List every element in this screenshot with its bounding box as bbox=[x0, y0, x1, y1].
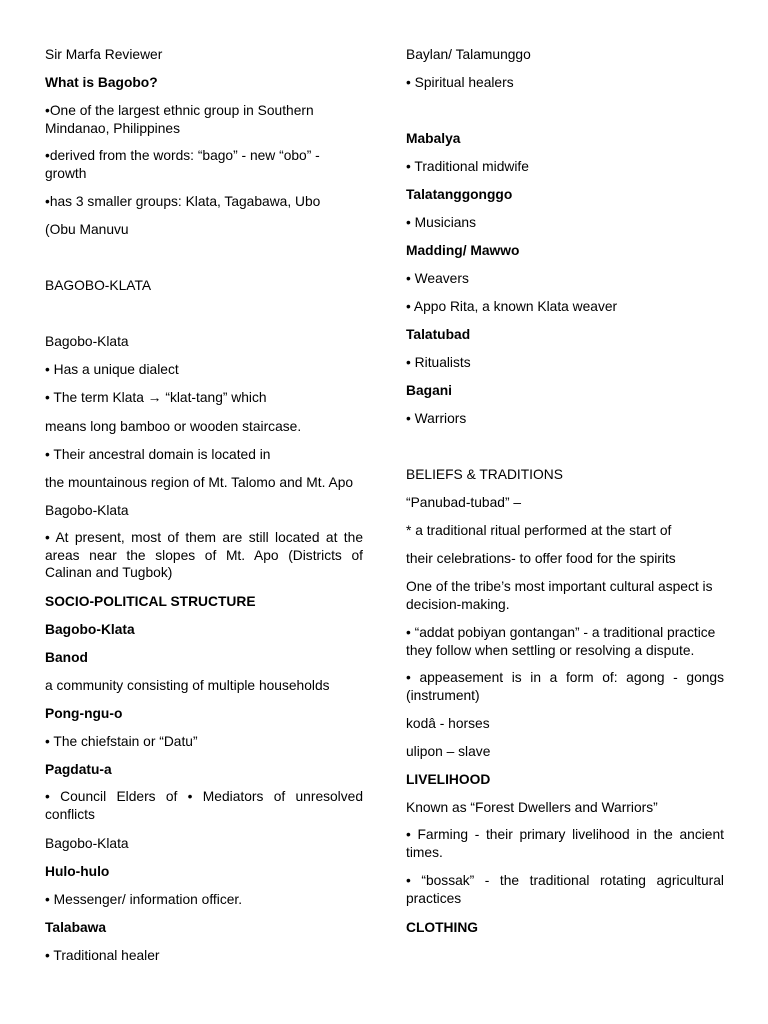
section-heading-bagobo-klata: BAGOBO-KLATA bbox=[45, 278, 152, 293]
text-offer-food: their celebrations- to offer food for the spirits bbox=[406, 551, 676, 566]
term-bagani: Bagani bbox=[406, 383, 452, 398]
reviewer-title: Sir Marfa Reviewer bbox=[45, 47, 163, 62]
definition-talatanggonggo: • Musicians bbox=[406, 215, 477, 230]
bullet-present-location: • At present, most of them are still located at the areas near the slopes of Mt. Apo (Districts of Calinan and Tugbok) bbox=[45, 530, 363, 580]
text-mountainous-region: the mountainous region of Mt. Talomo and Mt. Apo bbox=[45, 475, 354, 490]
section-heading-beliefs-traditions: BELIEFS & TRADITIONS bbox=[406, 467, 563, 482]
term-talabawa: Talabawa bbox=[45, 920, 107, 935]
term-panubad-tubad: “Panubad-tubad” – bbox=[406, 495, 522, 510]
section-heading-clothing: CLOTHING bbox=[406, 920, 479, 935]
section-heading-livelihood: LIVELIHOOD bbox=[406, 772, 491, 787]
term-madding-mawwo: Madding/ Mawwo bbox=[406, 243, 520, 258]
text-koda-horses: kodâ - horses bbox=[406, 716, 490, 731]
term-hulo-hulo: Hulo-hulo bbox=[45, 864, 110, 879]
text-traditional-ritual: * a traditional ritual performed at the start of bbox=[406, 523, 672, 538]
definition-bagani: • Warriors bbox=[406, 411, 467, 426]
bullet-word-origin: •derived from the words: “bago” - new “obo” - growth bbox=[45, 148, 320, 181]
term-talatubad: Talatubad bbox=[406, 327, 471, 342]
term-pagdatu-a: Pagdatu-a bbox=[45, 762, 112, 777]
definition-baylan: • Spiritual healers bbox=[406, 75, 514, 90]
bullet-smaller-groups: •has 3 smaller groups: Klata, Tagabawa, Ubo bbox=[45, 194, 321, 209]
definition-mabalya: • Traditional midwife bbox=[406, 159, 529, 174]
subheading-bagobo-klata: Bagobo-Klata bbox=[45, 334, 129, 349]
term-banod: Banod bbox=[45, 650, 88, 665]
bullet-bossak: • “bossak” - the traditional rotating agricultural practices bbox=[406, 873, 724, 906]
definition-weavers: • Weavers bbox=[406, 271, 469, 286]
term-pong-ngu-o: Pong-ngu-o bbox=[45, 706, 123, 721]
text-obu-manuvu: (Obu Manuvu bbox=[45, 222, 129, 237]
text-staircase-meaning: means long bamboo or wooden staircase. bbox=[45, 419, 302, 434]
bullet-largest-ethnic-group: •One of the largest ethnic group in Southern Mindanao, Philippines bbox=[45, 103, 314, 136]
definition-pong-ngu-o: • The chiefstain or “Datu” bbox=[45, 734, 198, 749]
bullet-appo-rita: • Appo Rita, a known Klata weaver bbox=[406, 299, 618, 314]
bullet-ancestral-domain: • Their ancestral domain is located in bbox=[45, 447, 271, 462]
definition-talatubad: • Ritualists bbox=[406, 355, 471, 370]
bullet-addat-pobiyan: • “addat pobiyan gontangan” - a traditional practice they follow when settling or resolving a dispute. bbox=[406, 625, 716, 658]
definition-talabawa: • Traditional healer bbox=[45, 948, 160, 963]
subheading-bagobo-klata-2: Bagobo-Klata bbox=[45, 503, 129, 518]
bullet-unique-dialect: • Has a unique dialect bbox=[45, 362, 179, 377]
bullet-appeasement: • appeasement is in a form of: agong - gongs (instrument) bbox=[406, 670, 724, 703]
text-decision-making: One of the tribe’s most important cultural aspect is decision-making. bbox=[406, 579, 713, 612]
subheading-bagobo-klata-bold: Bagobo-Klata bbox=[45, 622, 135, 637]
term-baylan-talamunggo: Baylan/ Talamunggo bbox=[406, 47, 531, 62]
term-talatanggonggo: Talatanggonggo bbox=[406, 187, 513, 202]
term-mabalya: Mabalya bbox=[406, 131, 461, 146]
bullet-farming: • Farming - their primary livelihood in the ancient times. bbox=[406, 827, 724, 860]
text-ulipon-slave: ulipon – slave bbox=[406, 744, 491, 759]
definition-banod: a community consisting of multiple households bbox=[45, 678, 330, 693]
text-forest-dwellers: Known as “Forest Dwellers and Warriors” bbox=[406, 800, 658, 815]
definition-pagdatu-a: • Council Elders of • Mediators of unresolved conflicts bbox=[45, 789, 363, 822]
section-heading-socio-political: SOCIO-POLITICAL STRUCTURE bbox=[45, 594, 256, 609]
bullet-term-klata: • The term Klata → “klat-tang” which bbox=[45, 390, 267, 405]
subheading-bagobo-klata-3: Bagobo-Klata bbox=[45, 836, 129, 851]
section-heading-what-is-bagobo: What is Bagobo? bbox=[45, 75, 158, 90]
definition-hulo-hulo: • Messenger/ information officer. bbox=[45, 892, 243, 907]
